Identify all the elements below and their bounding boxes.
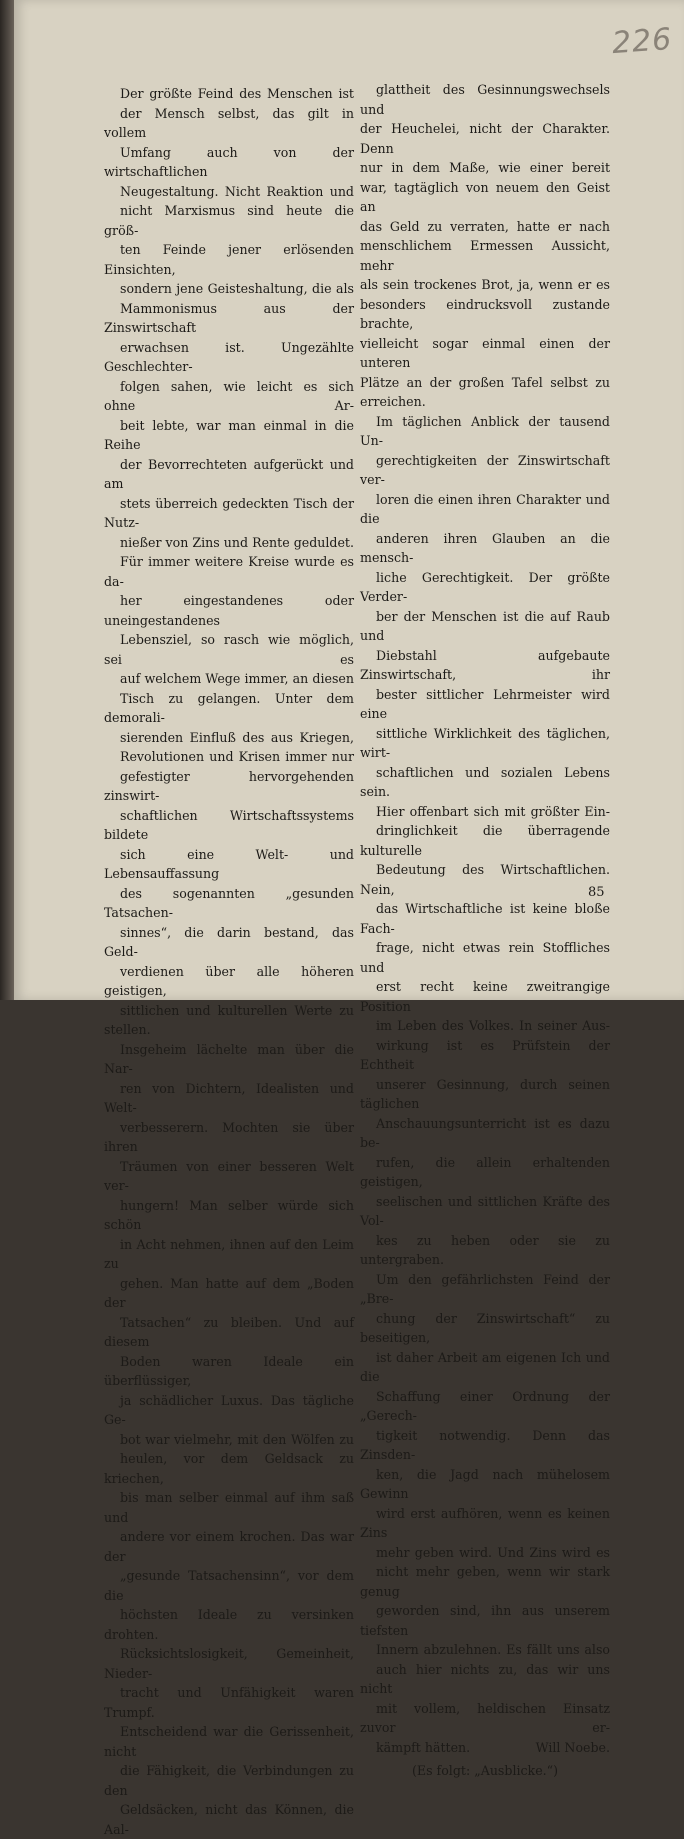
text-line: stets überreich gedeckten Tisch der Nutz- bbox=[104, 495, 354, 530]
left-column bbox=[104, 84, 354, 1839]
text-line: Tisch zu gelangen. Unter dem demorali- bbox=[104, 690, 354, 725]
text-line: Mammonismus aus der Zinswirtschaft bbox=[104, 300, 354, 335]
text-line: liche Gerechtigkeit. Der größte Verder- bbox=[360, 569, 610, 604]
text-line: seelischen und sittlichen Kräfte des Vol- bbox=[360, 1193, 610, 1228]
text-line: bester sittlicher Lehrmeister wird eine bbox=[360, 686, 610, 721]
text-line: hungern! Man selber würde sich schön bbox=[104, 1197, 354, 1232]
text-line: „gesunde Tatsachensinn“, vor dem die bbox=[104, 1568, 354, 1603]
text-line: Um den gefährlichsten Feind der „Bre- bbox=[360, 1271, 610, 1306]
right-column bbox=[360, 80, 610, 1781]
text-line: nicht Marxismus sind heute die größ- bbox=[104, 203, 354, 238]
text-line: mit vollem, heldischen Einsatz zuvor er- bbox=[360, 1700, 610, 1735]
text-line: Hier offenbart sich mit größter Ein- bbox=[376, 803, 610, 819]
text-line: nur in dem Maße, wie einer bereit bbox=[360, 160, 610, 175]
text-line: schaftlichen Wirtschaftssystems bildete bbox=[104, 807, 354, 842]
text-line: das Wirtschaftliche ist keine bloße Fach- bbox=[360, 901, 610, 936]
text-line: gehen. Man hatte auf dem „Boden der bbox=[104, 1275, 354, 1310]
continuation-note: (Es folgt: „Ausblicke.“) bbox=[411, 1763, 558, 1778]
book-gutter bbox=[0, 0, 14, 1000]
text-line: ber der Menschen ist die auf Raub und bbox=[360, 608, 610, 643]
document-page bbox=[14, 0, 684, 1837]
text-line: Neugestaltung. Nicht Reaktion und bbox=[120, 183, 354, 199]
text-line: Insgeheim lächelte man über die Nar- bbox=[104, 1041, 354, 1076]
text-line: Umfang auch von der wirtschaftlichen bbox=[104, 144, 354, 179]
text-line: anderen ihren Glauben an die mensch- bbox=[360, 530, 610, 565]
text-line: als sein trockenes Brot, ja, wenn er es bbox=[360, 277, 610, 292]
text-line: gefestigter hervorgehenden zinswirt- bbox=[104, 768, 354, 803]
text-line: rufen, die allein erhaltenden geistigen, bbox=[360, 1154, 610, 1189]
text-line: Der größte Feind des Menschen ist bbox=[120, 86, 354, 101]
text-line: andere vor einem krochen. Das war der bbox=[104, 1529, 354, 1564]
text-line: sierenden Einfluß des aus Kriegen, bbox=[120, 729, 354, 745]
text-line: heulen, vor dem Geldsack zu kriechen, bbox=[104, 1451, 354, 1486]
text-line: war, tagtäglich von neuem den Geist an bbox=[360, 179, 610, 214]
text-line: mehr geben wird. Und Zins wird es bbox=[376, 1544, 610, 1560]
text-line: beit lebte, war man einmal in die Reihe bbox=[104, 417, 354, 452]
text-line: ist daher Arbeit am eigenen Ich und die bbox=[360, 1349, 610, 1384]
author-signature: Will Noebe. bbox=[535, 1739, 610, 1755]
text-line: höchsten Ideale zu versinken drohten. bbox=[104, 1607, 354, 1642]
text-line: Bedeutung des Wirtschaftlichen. Nein, bbox=[360, 862, 610, 897]
text-line: erreichen. bbox=[360, 394, 426, 409]
text-line: der Bevorrechteten aufgerückt und am bbox=[104, 456, 354, 491]
text-line: dringlichkeit die überragende kulturelle bbox=[360, 823, 610, 858]
text-line: nicht mehr geben, wenn wir stark genug bbox=[360, 1564, 610, 1599]
text-line: verbesserern. Mochten sie über ihren bbox=[104, 1119, 354, 1154]
text-line: Geldsäcken, nicht das Können, die Aal- bbox=[104, 1802, 354, 1837]
text-line: verdienen über alle höheren geistigen, bbox=[104, 963, 354, 998]
text-line: erst recht keine zweitrangige Position bbox=[360, 979, 610, 1014]
text-line: auf welchem Wege immer, an diesen bbox=[120, 671, 354, 686]
text-line: glattheit des Gesinnungswechsels und bbox=[360, 82, 610, 117]
text-line: folgen sahen, wie leicht es sich ohne Ar- bbox=[104, 378, 354, 413]
page-number: 85 bbox=[588, 885, 605, 900]
text-line: sittlichen und kulturellen Werte zu stellen. bbox=[104, 1002, 354, 1037]
text-line: menschlichem Ermessen Aussicht, mehr bbox=[360, 238, 610, 273]
text-line: chung der Zinswirtschaft“ zu beseitigen, bbox=[360, 1310, 610, 1345]
text-line: Träumen von einer besseren Welt ver- bbox=[104, 1158, 354, 1193]
text-line: im Leben des Volkes. In seiner Aus- bbox=[376, 1018, 610, 1033]
text-line: des sogenannten „gesunden Tatsachen- bbox=[104, 885, 354, 920]
text-line: Für immer weitere Kreise wurde es da- bbox=[104, 554, 354, 589]
text-line: ten Feinde jener erlösenden Einsichten, bbox=[104, 242, 354, 277]
text-line: Revolutionen und Krisen immer nur bbox=[120, 749, 354, 764]
text-line: Entscheidend war die Gerissenheit, nicht bbox=[104, 1724, 354, 1759]
text-line: Rücksichtslosigkeit, Gemeinheit, Nieder- bbox=[104, 1646, 354, 1681]
text-line: auch hier nichts zu, das wir uns nicht bbox=[360, 1661, 610, 1696]
text-line: wirkung ist es Prüfstein der Echtheit bbox=[360, 1037, 610, 1072]
text-line: der Heuchelei, nicht der Charakter. Denn bbox=[360, 121, 610, 156]
text-line: wird erst aufhören, wenn es keinen Zins bbox=[360, 1505, 610, 1540]
text-line: nießer von Zins und Rente geduldet. bbox=[120, 534, 354, 550]
text-line: tigkeit notwendig. Denn das Zinsden- bbox=[360, 1427, 610, 1462]
text-line: der Mensch selbst, das gilt in vollem bbox=[104, 105, 354, 140]
text-line: loren die einen ihren Charakter und die bbox=[360, 491, 610, 526]
handwritten-page-number: 226 bbox=[610, 21, 674, 62]
text-line: Schaffung einer Ordnung der „Gerech- bbox=[360, 1388, 610, 1423]
text-line: sondern jene Geisteshaltung, die als bbox=[120, 281, 354, 296]
text-line: die Fähigkeit, die Verbindungen zu den bbox=[104, 1763, 354, 1798]
text-line: in Acht nehmen, ihnen auf den Leim zu bbox=[104, 1236, 354, 1271]
text-line: ja schädlicher Luxus. Das tägliche Ge- bbox=[104, 1392, 354, 1427]
text-line: kes zu heben oder sie zu untergraben. bbox=[360, 1232, 610, 1267]
text-line: tracht und Unfähigkeit waren Trumpf. bbox=[104, 1685, 354, 1720]
text-line: frage, nicht etwas rein Stoffliches und bbox=[360, 940, 610, 975]
text-line: bot war vielmehr, mit den Wölfen zu bbox=[120, 1431, 354, 1447]
text-line: Diebstahl aufgebaute Zinswirtschaft, ihr bbox=[360, 647, 610, 682]
text-line: sittliche Wirklichkeit des täglichen, wirt- bbox=[360, 725, 610, 760]
paragraph bbox=[360, 80, 610, 412]
text-line: sich eine Welt- und Lebensauffassung bbox=[104, 846, 354, 881]
text-line: vielleicht sogar einmal einen der unteren bbox=[360, 335, 610, 370]
text-line: bis man selber einmal auf ihm saß und bbox=[104, 1490, 354, 1525]
text-line: Innern abzulehnen. Es fällt uns also bbox=[376, 1642, 610, 1657]
text-line: Im täglichen Anblick der tausend Un- bbox=[360, 413, 610, 448]
text-line: das Geld zu verraten, hatte er nach bbox=[360, 218, 610, 234]
paragraph bbox=[360, 412, 610, 1758]
text-line: her eingestandenes oder uneingestandenes bbox=[104, 593, 354, 628]
text-line: Tatsachen“ zu bleiben. Und auf diesem bbox=[104, 1314, 354, 1349]
text-line: gerechtigkeiten der Zinswirtschaft ver- bbox=[360, 452, 610, 487]
paragraph bbox=[104, 84, 354, 1839]
text-line: sinnes“, die darin bestand, das Geld- bbox=[104, 924, 354, 959]
text-line: ren von Dichtern, Idealisten und Welt- bbox=[104, 1080, 354, 1115]
text-line: Plätze an der großen Tafel selbst zu bbox=[360, 374, 610, 390]
text-line: ken, die Jagd nach mühelosem Gewinn bbox=[360, 1466, 610, 1501]
text-line: Anschauungsunterricht ist es dazu be- bbox=[360, 1115, 610, 1150]
text-line: erwachsen ist. Ungezählte Geschlechter- bbox=[104, 339, 354, 374]
text-line: geworden sind, ihn aus unserem tiefsten bbox=[360, 1603, 610, 1638]
text-line: Boden waren Ideale ein überflüssiger, bbox=[104, 1353, 354, 1388]
text-line: Lebensziel, so rasch wie möglich, sei es bbox=[104, 632, 354, 667]
text-line: besonders eindrucksvoll zustande brachte, bbox=[360, 296, 610, 331]
text-line: kämpft hätten. Will Noebe. bbox=[360, 1738, 610, 1758]
text-line: schaftlichen und sozialen Lebens sein. bbox=[360, 764, 610, 799]
text-line: unserer Gesinnung, durch seinen täglichen bbox=[360, 1076, 610, 1111]
